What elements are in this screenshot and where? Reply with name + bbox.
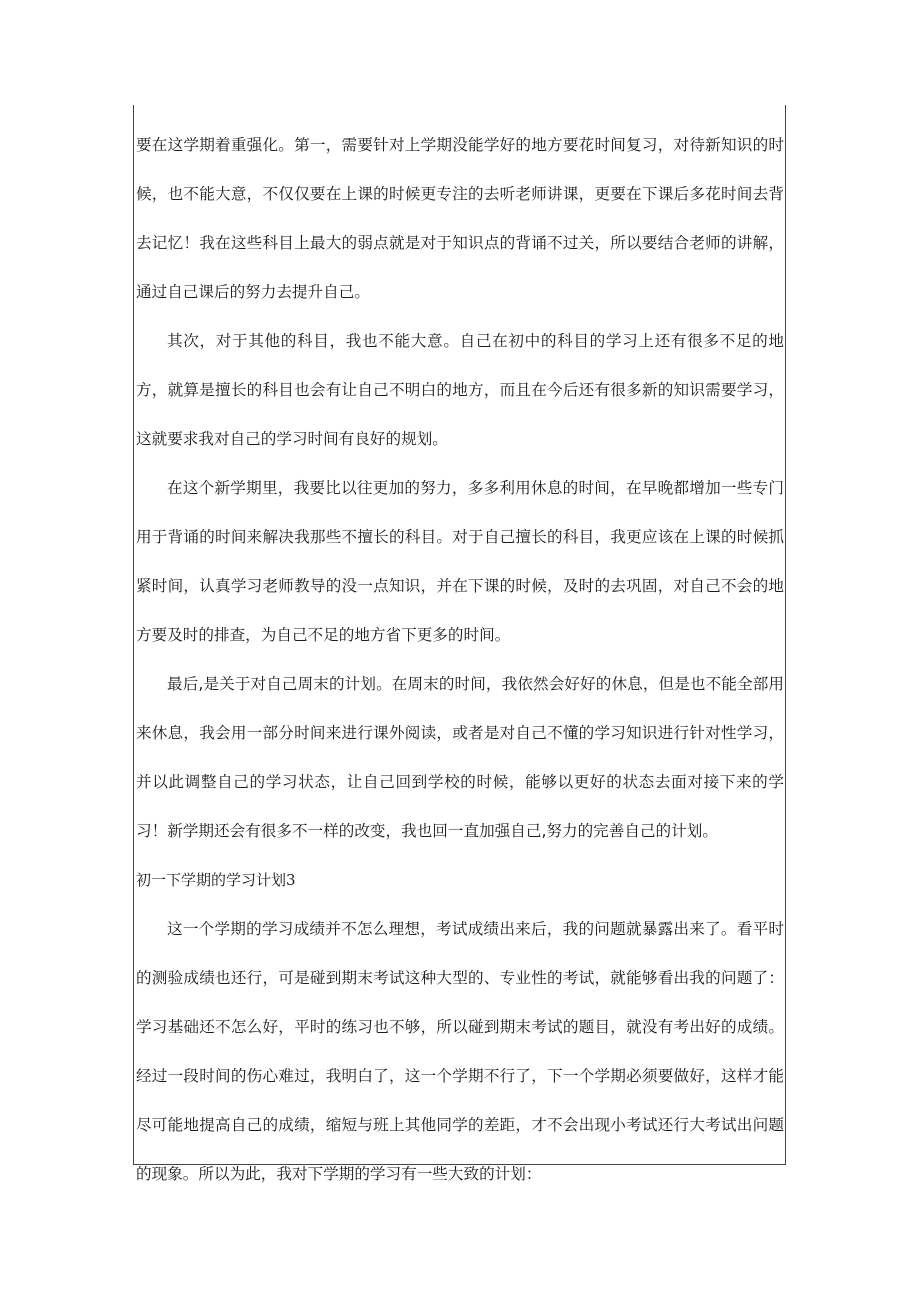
section-heading: 初一下学期的学习计划3 [136,871,296,889]
paragraph-new-semester: 在这个新学期里，我要比以往更加的努力，多多利用休息的时间，在早晚都增加一些专门用于背诵的时间来解决我那些不擅长的科目。对于自己擅长的科目，我更应该在上课的时候抓紧时间，认真学习老师教导的没一点知识，并在下课的时候，及时的去巩固，对自己不会的地方要及时的排查，为自己不足的地方省下更多的时间。 [136,479,784,644]
document-body [136,121,784,1199]
paragraph-continued: 要在这学期着重强化。第一，需要针对上学期没能学好的地方要花时间复习，对待新知识的时候，也不能大意，不仅仅要在上课的时候更专注的去听老师讲课，更要在下课后多花时间去背去记忆！我在这些科目上最大的弱点就是对于知识点的背诵不过关，所以要结合老师的讲解，通过自己课后的努力去提升自己。 [136,136,784,301]
paragraph-other-subjects: 其次，对于其他的科目，我也不能大意。自己在初中的科目的学习上还有很多不足的地方，就算是擅长的科目也会有让自己不明白的地方，而且在今后还有很多新的知识需要学习，这就要求我对自己的学习时间有良好的规划。 [136,332,784,448]
paragraph-weekend-plan: 最后,是关于对自己周末的计划。在周末的时间，我依然会好好的休息，但是也不能全部用来休息，我会用一部分时间来进行课外阅读，或者是对自己不懂的学习知识进行针对性学习，并以此调整自己的学习状态，让自己回到学校的时候，能够以更好的状态去面对接下来的学习！新学期还会有很多不一样的改变，我也回一直加强自己,努力的完善自己的计划。 [136,675,784,840]
paragraph-semester-review: 这一个学期的学习成绩并不怎么理想，考试成绩出来后，我的问题就暴露出来了。看平时的测验成绩也还行，可是碰到期末考试这种大型的、专业性的考试，就能够看出我的问题了：学习基础还不怎么好，平时的练习也不够，所以碰到期末考试的题目，就没有考出好的成绩。经过一段时间的伤心难过，我明白了，这一个学期不行了，下一个学期必须要做好，这样才能尽可能地提高自己的成绩，缩短与班上其他同学的差距，才不会出现小考试还行大考试出问题的现象。所以为此，我对下学期的学习有一些大致的计划： [136,920,784,1183]
